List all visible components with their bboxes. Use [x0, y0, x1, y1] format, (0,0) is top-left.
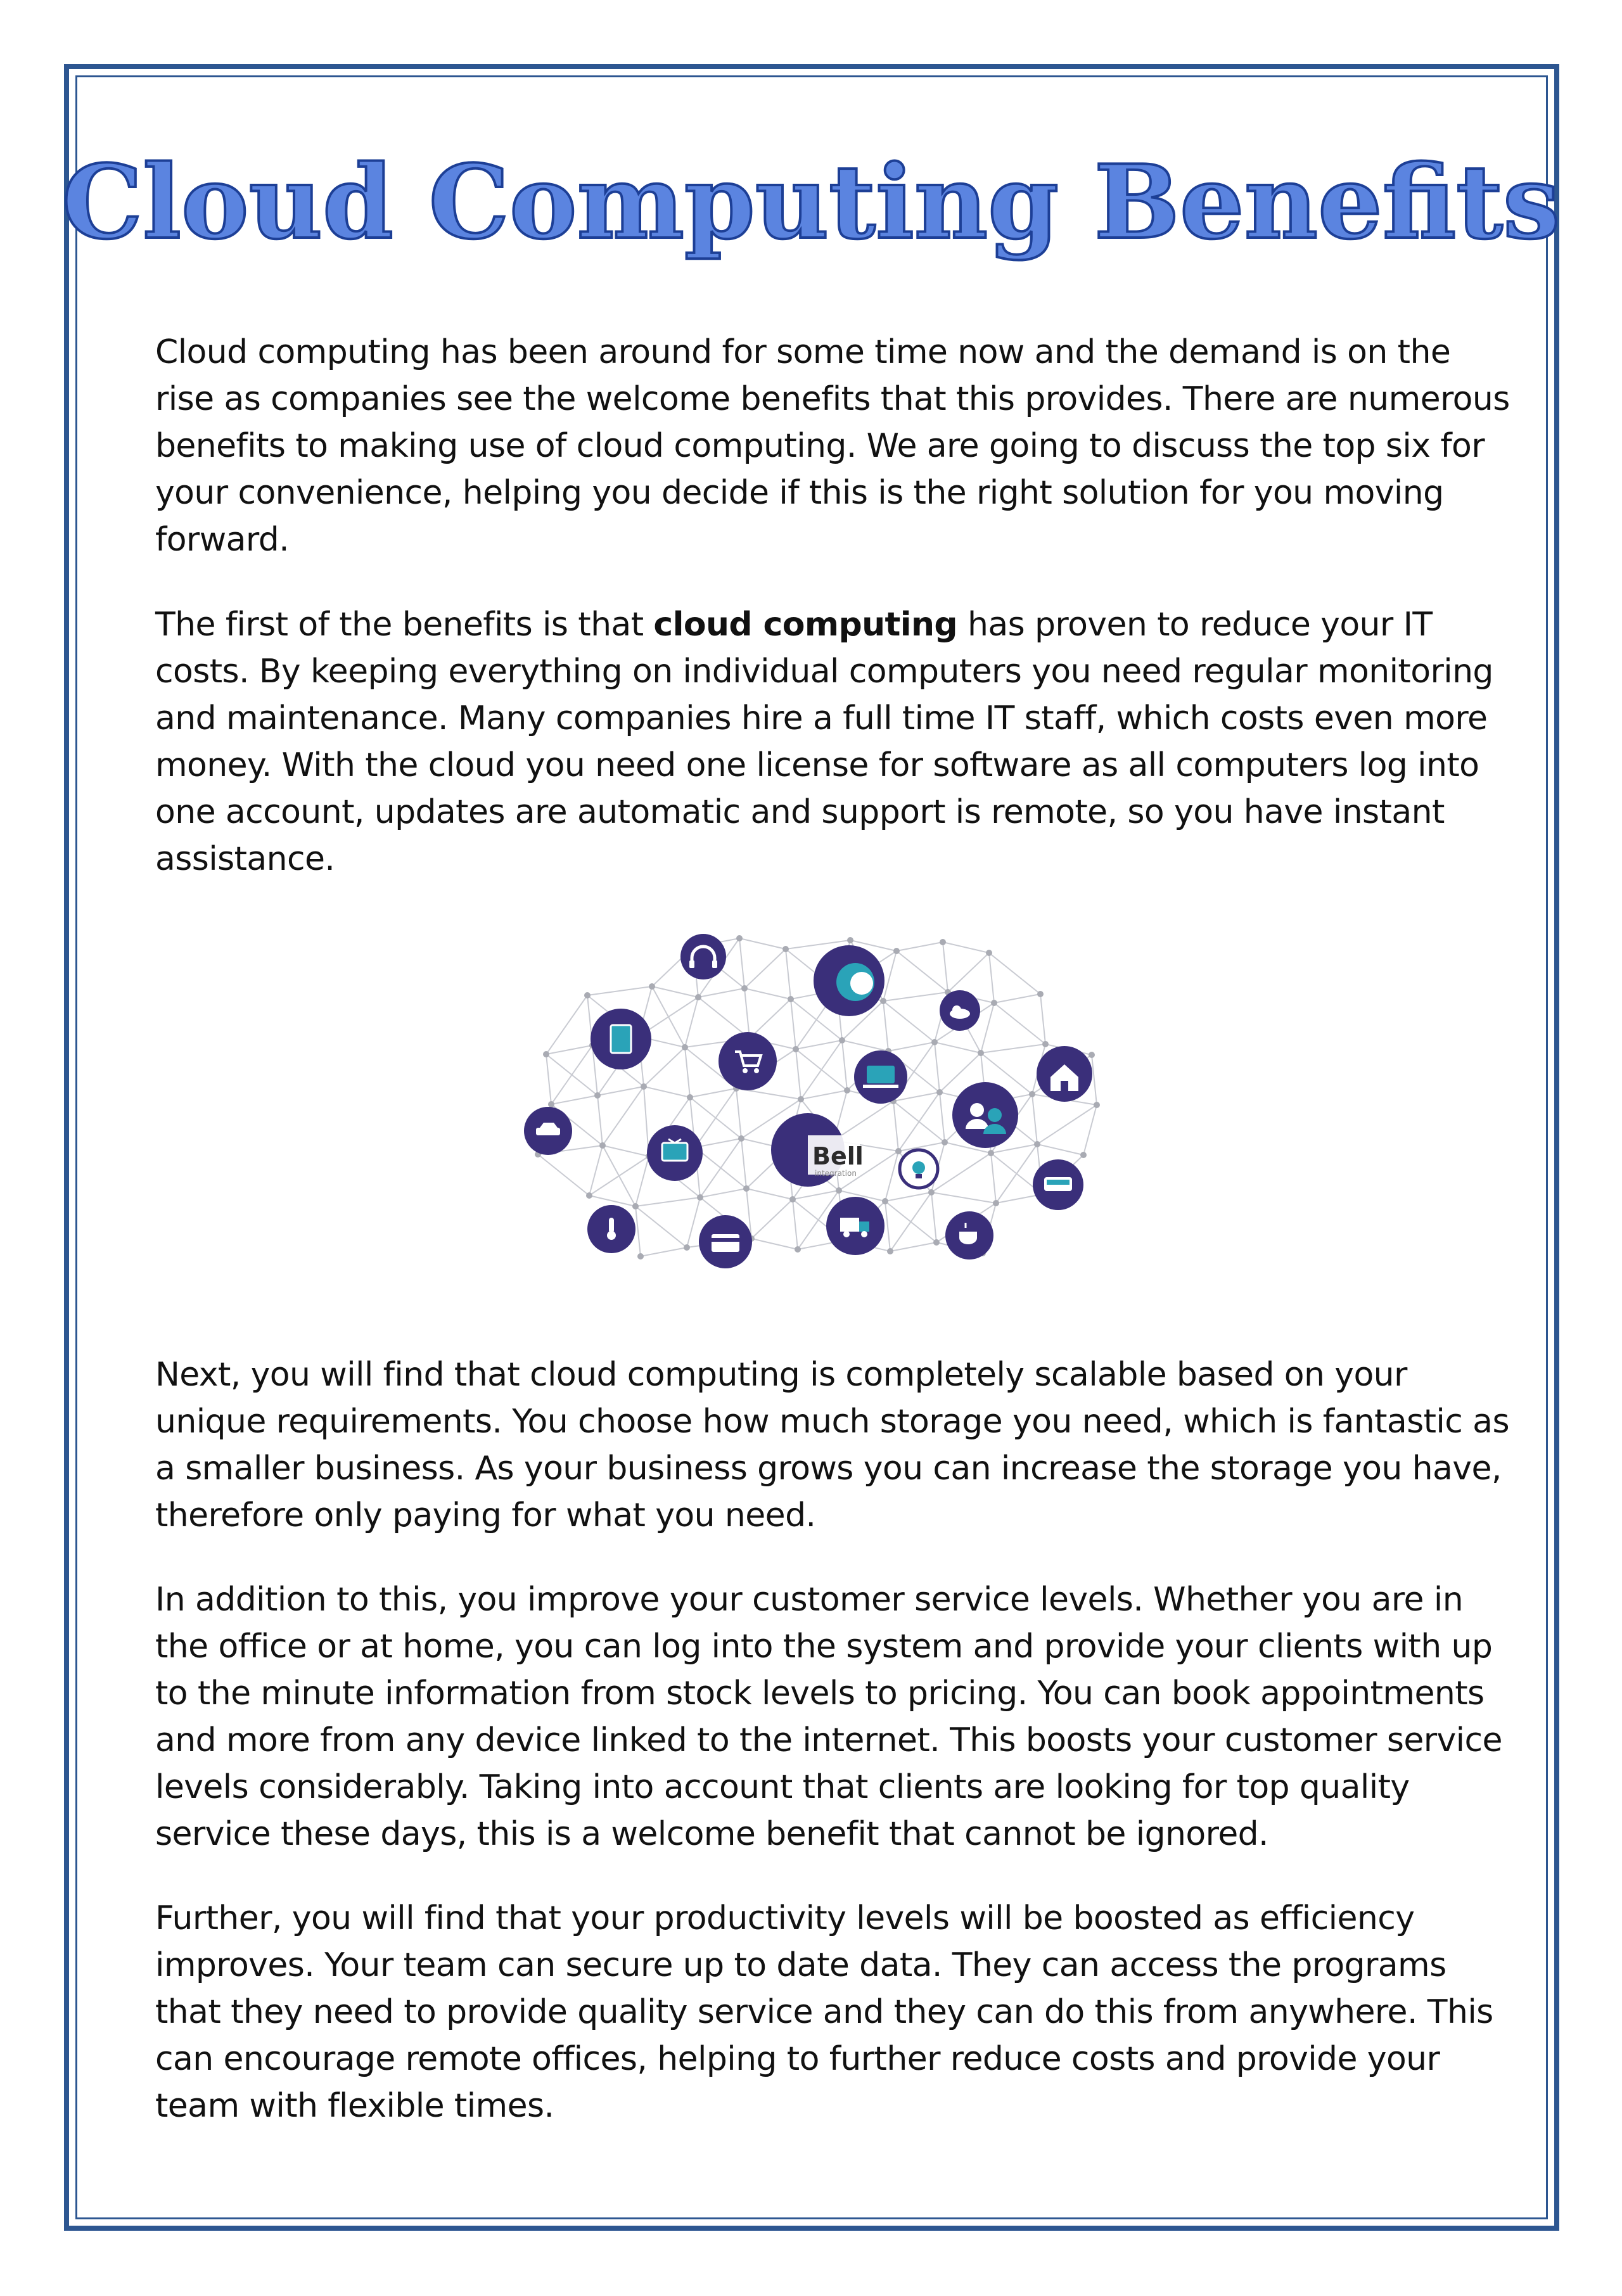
network-line [546, 1054, 551, 1104]
network-line [883, 1001, 888, 1051]
network-node [687, 1094, 693, 1100]
network-line [885, 1192, 931, 1201]
network-line [943, 942, 948, 992]
network-line [551, 1095, 597, 1104]
network-node [632, 1203, 639, 1209]
network-node [637, 1253, 644, 1260]
network-line [898, 1092, 940, 1151]
network-line [736, 1088, 741, 1138]
network-node [641, 1083, 647, 1090]
bell-logo [771, 1113, 864, 1187]
network-line [698, 997, 750, 1038]
network-node [594, 1092, 601, 1099]
network-node [880, 998, 886, 1004]
network-line [989, 953, 994, 1003]
network-line [796, 1049, 801, 1099]
paragraph-text: In addition to this, you improve your customer service levels. Whether you are in the office or at home, you can log into the system and provide your clients with up to the minute information from stock levels to pricing. You can book appointments and more from any device linked to the internet. This boosts your customer service levels considerably. Taking into account that clients are looking for top quality service these days, this is a welcome benefit that cannot be ignored. [155, 1581, 1502, 1853]
network-line [931, 1192, 996, 1203]
headphones-icon [680, 934, 726, 979]
network-node [782, 946, 789, 952]
network-node [1034, 1141, 1040, 1147]
network-node [928, 1189, 935, 1196]
cloud-icon [940, 990, 980, 1031]
network-line [635, 1206, 641, 1256]
network-node [741, 985, 748, 992]
network-node [978, 1050, 984, 1056]
network-line [700, 1138, 741, 1197]
network-line [603, 1145, 649, 1156]
network-node [586, 1192, 592, 1199]
network-line [989, 953, 1040, 994]
paragraph-text [155, 601, 1511, 883]
network-node [697, 1194, 703, 1201]
truck-icon [826, 1197, 884, 1255]
network-line [842, 1040, 847, 1090]
network-line [991, 1144, 1037, 1153]
paragraph-text: Cloud computing has been around for some time now and the demand is on the rise as companies see the welcome benefits that this provides. There are numerous benefits to making use of cloud computing. We are going to discuss the top six for your convenience, helping you decide if this is the right solution for you moving forward. [155, 333, 1510, 559]
network-node [789, 1196, 796, 1202]
network-line [994, 994, 1040, 1003]
network-node [933, 1239, 940, 1246]
cloud-network-illustration [520, 925, 1115, 1286]
network-node [986, 950, 992, 956]
network-line [981, 1044, 1045, 1053]
network-line [842, 1040, 888, 1051]
network-line [744, 949, 786, 988]
network-line [750, 999, 791, 1038]
network-line [744, 988, 791, 999]
network-node [599, 1142, 606, 1149]
network-line [690, 1088, 736, 1097]
network-line [885, 1201, 890, 1251]
paragraph-customer-service [155, 1576, 1511, 1858]
network-node [1037, 991, 1044, 997]
network-line [994, 1003, 1045, 1044]
network-line [687, 1197, 700, 1247]
tablet-icon [591, 1009, 651, 1069]
network-line [935, 1042, 981, 1053]
network-line [744, 988, 750, 1038]
network-node [684, 1244, 690, 1251]
network-line [698, 988, 744, 997]
network-line [893, 1101, 898, 1151]
bus-icon [1033, 1159, 1083, 1210]
cup-icon [945, 1211, 993, 1260]
shopping-cart-icon [718, 1032, 777, 1090]
paragraph-scalability [155, 1351, 1511, 1539]
network-node [940, 939, 946, 945]
network-node [548, 1101, 554, 1107]
network-node [988, 1150, 994, 1156]
network-node [695, 994, 701, 1000]
title-text: Cloud Computing Benefits [61, 143, 1561, 262]
network-node [743, 1185, 750, 1192]
network-line [888, 1042, 935, 1051]
network-node [795, 1246, 801, 1253]
network-node [793, 1046, 799, 1052]
network-line [551, 1045, 592, 1104]
page-title [0, 143, 1622, 288]
network-line [685, 1047, 690, 1097]
paragraph-text: Further, you will find that your productivity levels will be boosted as efficiency improves. Your team can secure up to date data. They can access the programs that they need to provide quality service and they can do this from anywhere. This can encourage remote offices, helping to further reduce costs and provide your team with flexible times. [155, 1899, 1493, 2125]
network-line [652, 986, 698, 997]
network-line [751, 1239, 798, 1249]
network-line [793, 1199, 798, 1249]
network-line [786, 949, 791, 999]
network-node [993, 1200, 999, 1206]
network-node [1094, 1102, 1100, 1108]
network-line [538, 1154, 589, 1196]
network-line [546, 995, 587, 1054]
network-node [788, 996, 794, 1002]
network-line [801, 1040, 842, 1099]
network-line [897, 951, 948, 992]
lightbulb-icon [900, 1150, 938, 1188]
network-line [890, 1242, 936, 1251]
people-icon [952, 1082, 1018, 1148]
logo-text: Bell [812, 1142, 864, 1170]
network-node [991, 1000, 997, 1006]
network-node [893, 948, 900, 954]
network-line [931, 1192, 936, 1242]
network-line [890, 1192, 931, 1251]
network-line [751, 1199, 793, 1239]
bank-card-icon [699, 1215, 752, 1268]
network-line [546, 1045, 592, 1054]
network-line [1037, 1144, 1083, 1155]
network-line [746, 1189, 793, 1199]
thermometer-icon [587, 1205, 635, 1253]
network-node [887, 1248, 893, 1254]
network-line [883, 1001, 935, 1042]
network-node [836, 1187, 842, 1194]
bold-keyword: cloud computing [653, 606, 958, 644]
network-node [736, 935, 743, 941]
network-line [644, 1087, 690, 1097]
chat-bubble-icon [814, 945, 884, 1016]
paragraph-intro [155, 329, 1511, 563]
network-node [1029, 1091, 1035, 1097]
paragraph-productivity [155, 1895, 1511, 2129]
network-line [700, 1189, 746, 1197]
network-node [936, 1089, 943, 1095]
network-node [847, 937, 853, 943]
network-node [1080, 1152, 1087, 1158]
network-node [584, 992, 591, 998]
network-line [589, 1196, 635, 1206]
network-line [996, 1144, 1037, 1203]
network-line [991, 1153, 996, 1203]
network-line [897, 942, 943, 951]
network-node [931, 1039, 938, 1045]
network-node [543, 1051, 549, 1057]
network-line [641, 1247, 687, 1256]
network-node [844, 1087, 850, 1094]
network-line [739, 938, 786, 949]
network-line [940, 1092, 945, 1142]
network-line [935, 1042, 940, 1092]
paragraph-text-start: The first of the benefits is that [155, 606, 654, 644]
network-line [587, 986, 652, 995]
car-icon [524, 1107, 572, 1155]
home-icon [1037, 1046, 1092, 1102]
network-line [791, 999, 796, 1049]
network-line [796, 1040, 842, 1049]
laptop-icon [854, 1050, 907, 1104]
network-line [597, 1087, 644, 1095]
network-node [895, 1148, 902, 1154]
tv-icon [647, 1125, 703, 1181]
network-line [603, 1087, 644, 1145]
network-line [695, 1138, 741, 1147]
network-node [839, 1037, 845, 1043]
network-line [644, 1047, 685, 1087]
network-line [801, 1090, 847, 1099]
network-node [798, 1096, 804, 1102]
network-line [695, 1088, 736, 1147]
network-line [948, 953, 989, 992]
network-line [597, 1095, 603, 1145]
network-line [883, 992, 948, 1001]
network-line [741, 1138, 746, 1189]
network-line [635, 1206, 687, 1247]
network-line [943, 942, 989, 953]
network-line [793, 1190, 839, 1199]
network-line [1032, 1094, 1037, 1144]
logo-subtext: integration [815, 1169, 857, 1178]
network-line [1092, 1055, 1097, 1105]
network-line [1040, 994, 1045, 1044]
network-node [738, 1135, 744, 1142]
network-node [649, 983, 655, 990]
paragraph-text: Next, you will find that cloud computing is completely scalable based on your unique requirements. You choose how much storage you need, which is fantastic as a smaller business. As your business grows you can increase the storage you have, therefore only paying for what you need. [155, 1356, 1509, 1534]
network-node [1042, 1041, 1049, 1047]
network-node [942, 1139, 948, 1145]
network-node [882, 1198, 888, 1204]
paragraph-it-costs [155, 601, 1511, 883]
network-node [1089, 1052, 1095, 1058]
network-line [635, 1197, 700, 1206]
network-node [682, 1044, 688, 1050]
network-line [739, 938, 744, 988]
paragraph-text-end: has proven to reduce your IT costs. By keeping everything on individual computers you need regular monitoring and maintenance. Many companies hire a full time IT staff, which costs even more money. With the cloud you need one license for software as all computers log into one account, updates are automatic and support is remote, so you have instant assistance. [155, 606, 1493, 878]
